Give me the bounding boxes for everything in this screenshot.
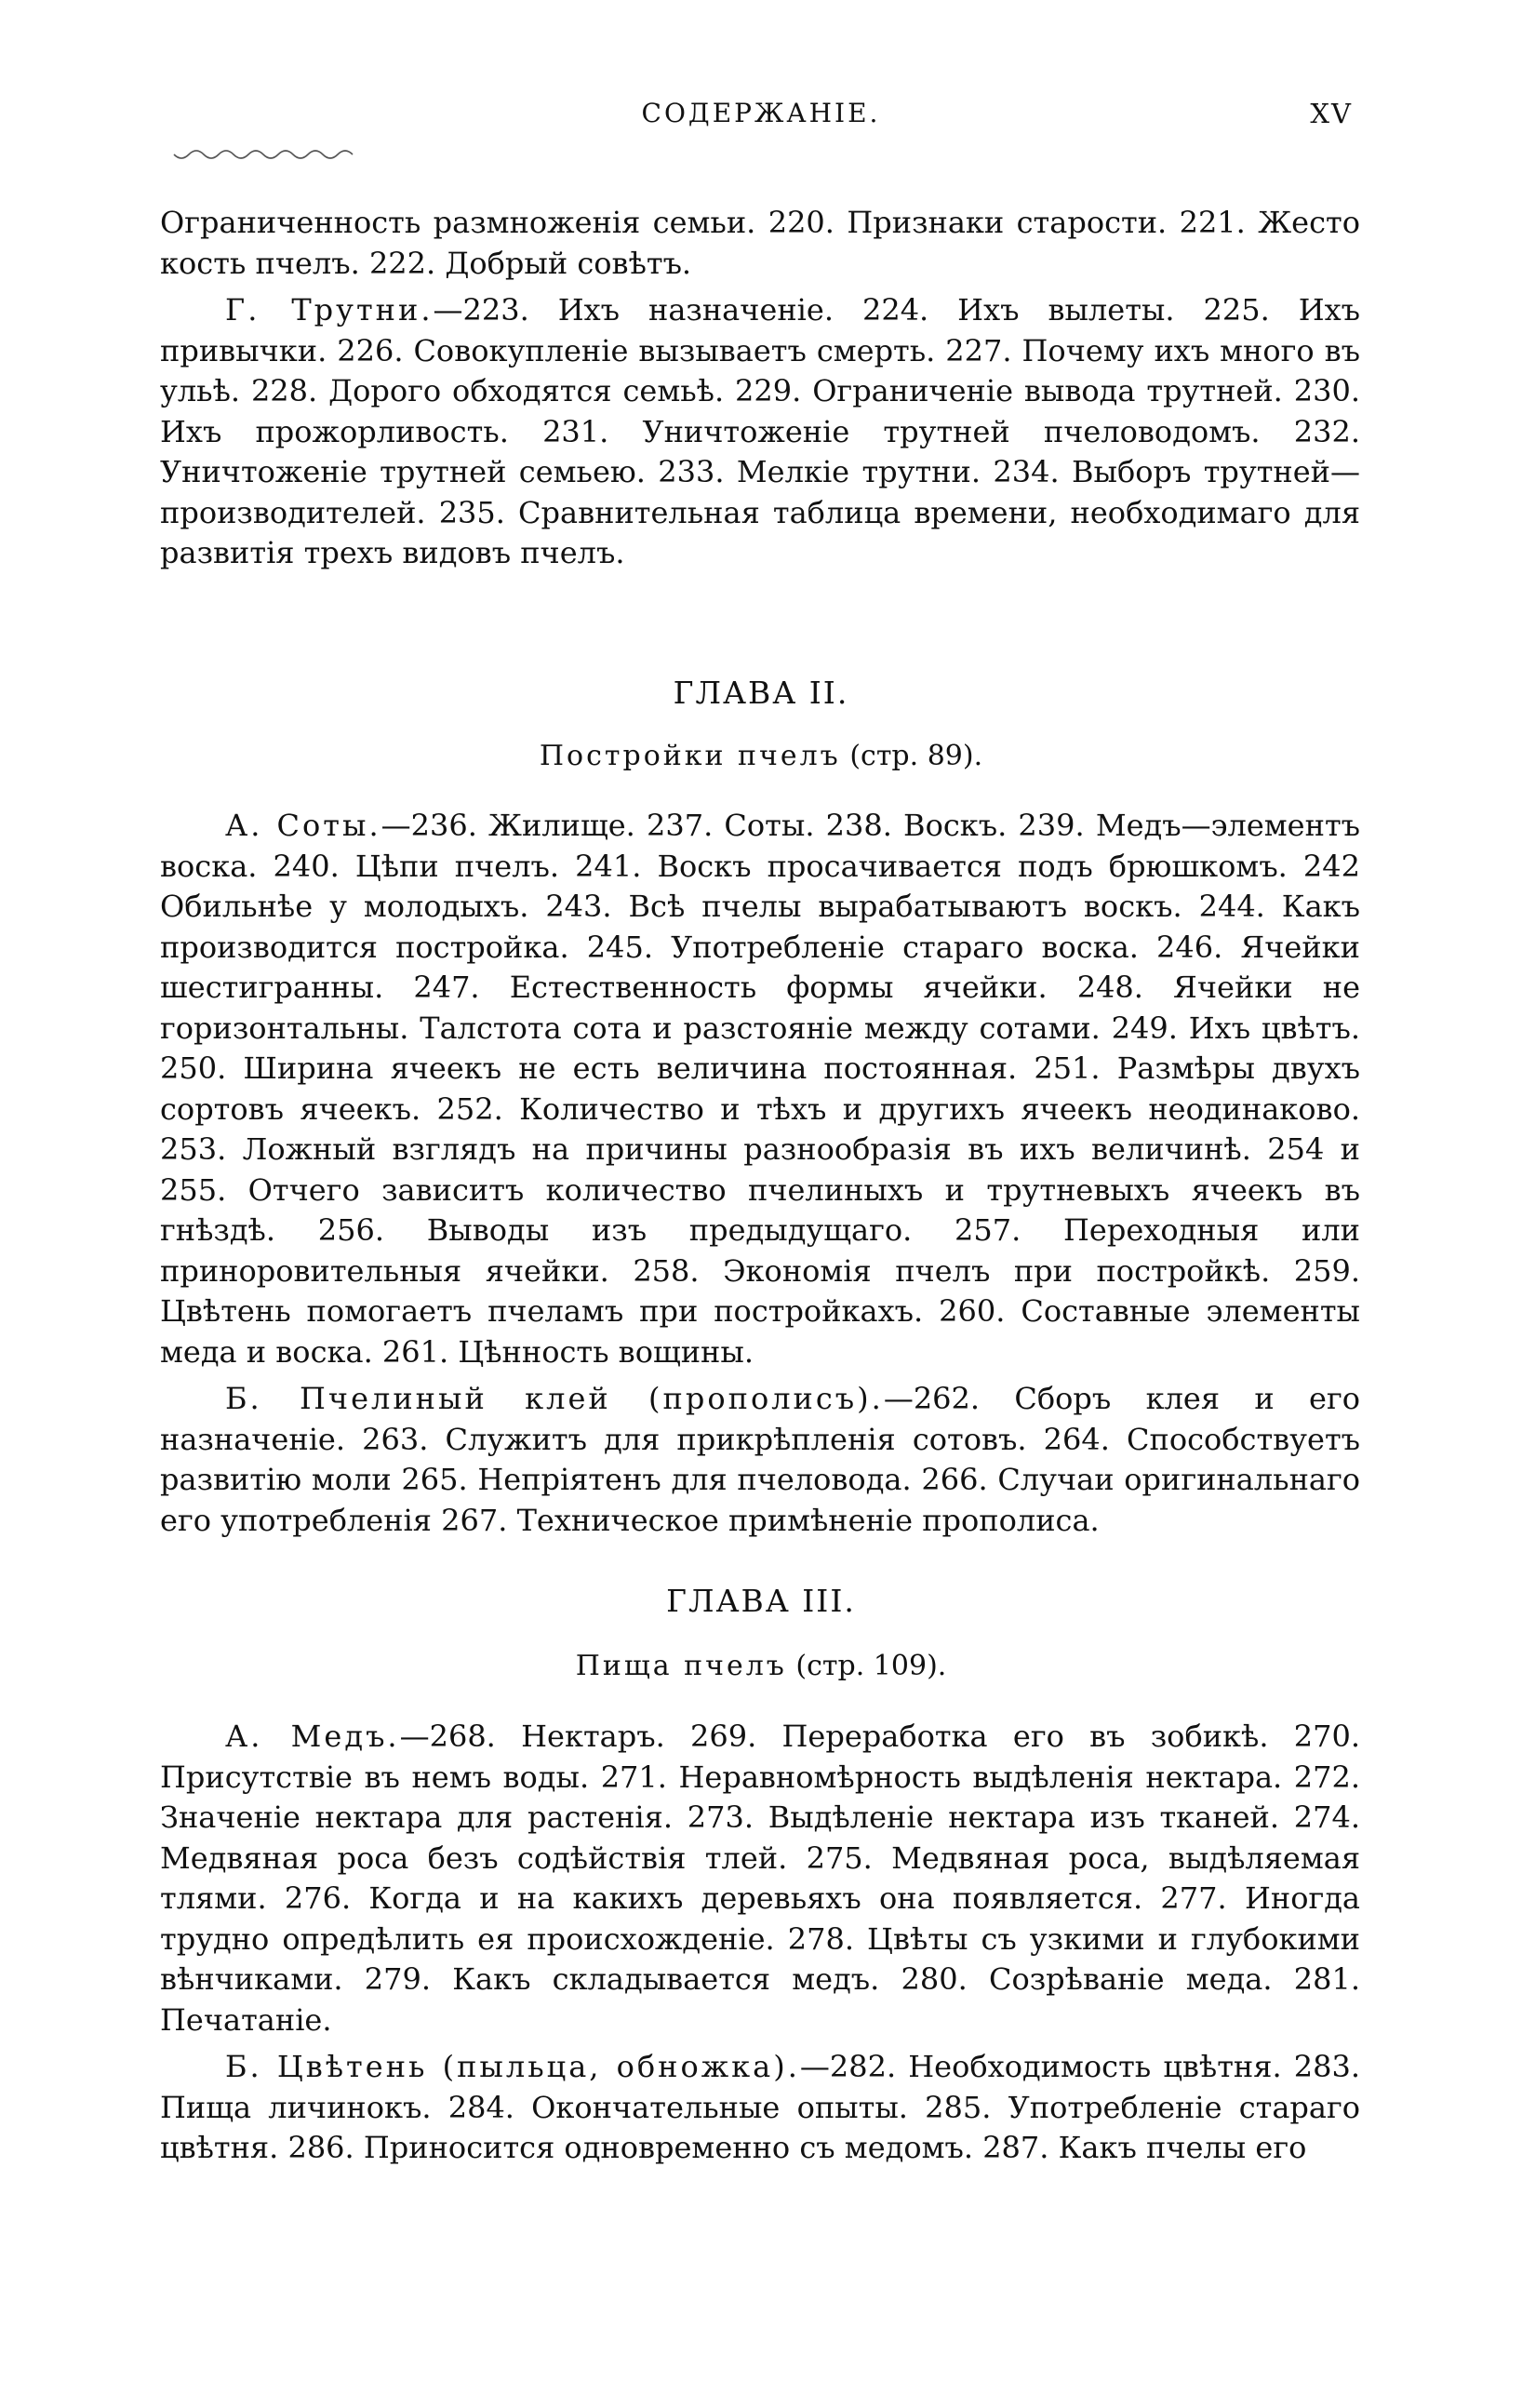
- wavy-rule-ornament: [172, 149, 358, 164]
- chapter-2-subtitle-page: (стр. 89).: [840, 740, 983, 772]
- paragraph-propolis-text: —262. Сборъ клея и его назначеніе. 263. Служитъ для прикрѣпленія сотовъ. 264. Способствуетъ развитію моли 265. Непріятенъ для пчеловода. 266. Случаи оригинальнаго его употребленія 267. Техническое примѣненіе прополиса.: [160, 1381, 1361, 1538]
- chapter-3-subtitle-lead: Пища пчелъ: [575, 1650, 787, 1682]
- running-title: СОДЕРЖАНІЕ.: [641, 98, 881, 128]
- chapter-2-body: [160, 806, 1360, 1541]
- paragraph-combs: [160, 806, 1360, 1372]
- section-lead-pollen: Б. Цвѣтень (пыльца, обножка).: [225, 2049, 800, 2084]
- chapter-2-subtitle-lead: Постройки пчелъ: [539, 740, 841, 772]
- chapter-3-body: [160, 1717, 1360, 2169]
- running-head: [0, 98, 1522, 135]
- chapter-2-title: ГЛАВА II.: [673, 675, 849, 711]
- chapter-3-subtitle-page: (стр. 109).: [786, 1650, 947, 1682]
- continuation-section: [160, 203, 1360, 574]
- chapter-3-subtitle: [0, 1650, 1522, 1682]
- paragraph-drones: [160, 290, 1360, 574]
- paragraph-combs-text: —236. Жилище. 237. Соты. 238. Воскъ. 239. Медъ—элементъ воска. 240. Цѣпи пчелъ. 241. Воскъ просачивается подъ брюшкомъ. 242 Обильнѣе у молодыхъ. 243. Всѣ пчелы вырабатываютъ воскъ. 244. Какъ производится постройка. 245. Употребленіе стараго воска. 246. Ячейки шестигранны. 247. Естественность формы ячейки. 248. Ячейки не горизонтальны. Талстота сота и разстояніе между сотами. 249. Ихъ цвѣтъ. 250. Ширина ячеекъ не есть величина постоянная. 251. Размѣры двухъ сортовъ ячеекъ. 252. Количество и тѣхъ и другихъ ячеекъ неодинаково. 253. Ложный взглядъ на причины разнообразія въ ихъ величинѣ. 254 и 255. Отчего зависитъ количество пчелиныхъ и трутневыхъ ячеекъ въ гнѣздѣ. 256. Выводы изъ предыдущаго. 257. Переходныя или приноровительныя ячейки. 258. Экономія пчелъ при постройкѣ. 259. Цвѣтень помогаетъ пчеламъ при постройкахъ. 260. Составные элементы меда и воска. 261. Цѣнность вощины.: [160, 808, 1361, 1370]
- paragraph-pollen: [160, 2047, 1360, 2169]
- page-number: XV: [1310, 98, 1353, 129]
- paragraph-limits: Ограниченность размноженія семьи. 220. Признаки старости. 221. Жесто кость пчелъ. 222. Добрый совѣтъ.: [160, 205, 1360, 281]
- section-lead-drones: Г. Трутни.: [225, 292, 434, 328]
- paragraph-drones-text: —223. Ихъ назначеніе. 224. Ихъ вылеты. 225. Ихъ привычки. 226. Совокупленіе вызываетъ смерть. 227. Почему ихъ много въ ульѣ. 228. Дорого обходятся семьѣ. 229. Ограниченіе вывода трутней. 230. Ихъ прожорливость. 231. Уничтоженіе трутней пчеловодомъ. 232. Уничтоженіе трутней семьею. 233. Мелкіе трутни. 234. Выборъ трутней—производителей. 235. Сравнительная таблица времени, необходимаго для развитія трехъ видовъ пчелъ.: [160, 292, 1361, 570]
- chapter-3-title: ГЛАВА III.: [666, 1583, 856, 1619]
- section-lead-combs: А. Соты.: [225, 808, 381, 843]
- paragraph-honey: [160, 1717, 1360, 2040]
- chapter-2-subtitle: [0, 740, 1522, 772]
- section-lead-honey: А. Медъ.: [225, 1719, 400, 1754]
- paragraph-honey-text: —268. Нектаръ. 269. Переработка его въ зобикѣ. 270. Присутствіе въ немъ воды. 271. Неравномѣрность выдѣленія нектара. 272. Значеніе нектара для растенія. 273. Выдѣленіе нектара изъ тканей. 274. Медвяная роса безъ содѣйствія тлей. 275. Медвяная роса, выдѣляемая тлями. 276. Когда и на какихъ деревьяхъ она появляется. 277. Иногда трудно опредѣлить ея происхожденіе. 278. Цвѣты съ узкими и глубокими вѣнчиками. 279. Какъ складывается медъ. 280. Созрѣваніе меда. 281. Печатаніе.: [160, 1719, 1360, 2038]
- paragraph-pollen-text: —282. Необходимость цвѣтня. 283. Пища личинокъ. 284. Окончательные опыты. 285. Употребленіе стараго цвѣтня. 286. Приносится одновременно съ медомъ. 287. Какъ пчелы его: [160, 2049, 1360, 2165]
- paragraph-propolis: [160, 1379, 1360, 1541]
- section-lead-propolis: Б. Пчелиный клей (прополисъ).: [225, 1381, 884, 1416]
